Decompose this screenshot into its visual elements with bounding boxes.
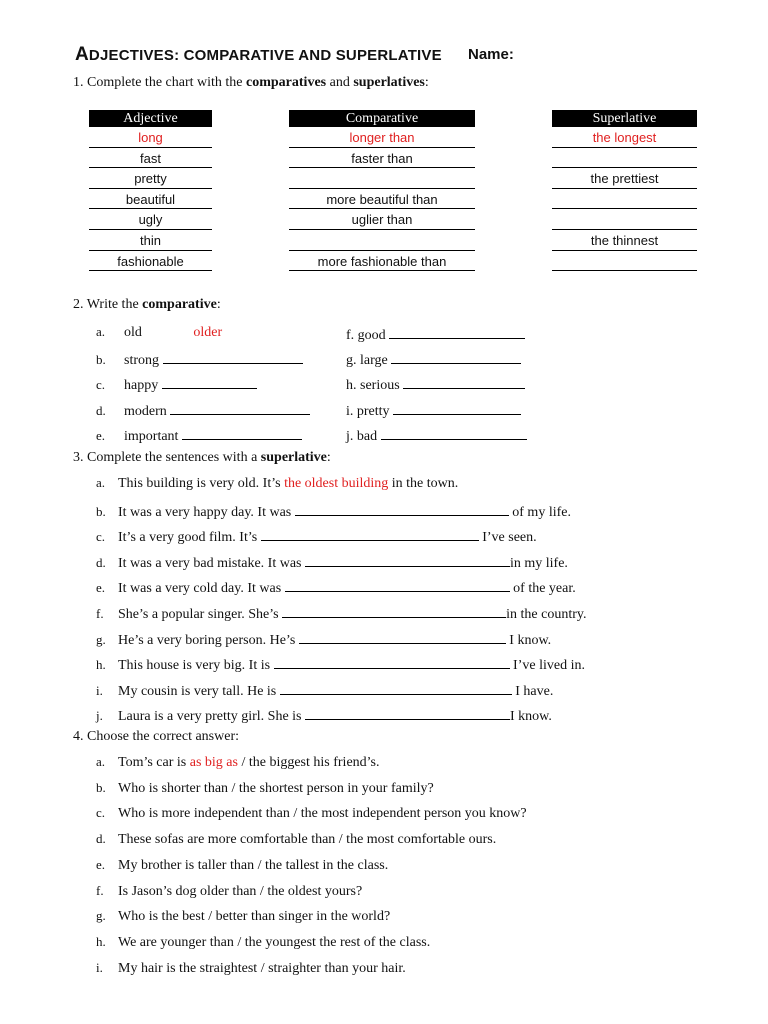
item-letter: d. — [96, 554, 106, 570]
comparative-cell[interactable] — [289, 230, 475, 251]
q3-heading — [73, 450, 331, 466]
sentence-end: in the town. — [388, 476, 459, 491]
title-rest: DJECTIVES: COMPARATIVE AND SUPERLATIVE — [88, 47, 442, 64]
item-letter: d. — [96, 831, 106, 847]
item-letter: f. — [96, 882, 104, 898]
q3-item — [96, 629, 551, 649]
sentence-start: My hair is the straightest / straighter than your hair. — [118, 960, 406, 976]
item-letter: d. — [96, 403, 106, 418]
item-letter: i. — [96, 682, 103, 698]
q2-item — [346, 400, 521, 420]
q3-bold: superlative — [260, 450, 327, 465]
q4-item — [96, 908, 390, 925]
answer-blank[interactable] — [299, 629, 506, 644]
answer-blank[interactable] — [162, 374, 257, 389]
q4-item — [96, 934, 430, 951]
superlative-cell[interactable] — [552, 251, 697, 272]
q3-prefix: 3. Complete the sentences with a — [73, 450, 261, 465]
q1-bold2: superlatives — [353, 75, 425, 90]
sentence-start: My cousin is very tall. He is — [118, 683, 280, 699]
item-letter: e. — [96, 428, 106, 443]
answer-text: as big as — [189, 755, 238, 770]
sentence-start: My brother is taller than / the tallest in the class. — [118, 857, 389, 873]
adjective-cell: beautiful — [89, 189, 212, 210]
q4-item — [96, 857, 388, 874]
q1-mid: and — [326, 75, 354, 90]
item-letter: b. — [96, 352, 106, 367]
sentence-start: We are younger than / the youngest the rest of the class. — [118, 934, 431, 950]
q4-item — [96, 831, 496, 848]
item-letter: a. — [96, 475, 106, 490]
adjective-cell: long — [89, 127, 212, 148]
sentence-end: in the country. — [506, 607, 587, 622]
sentence-start: This building is very old. It’s — [118, 476, 285, 491]
sentence-start: She’s a popular singer. She’s — [118, 607, 283, 622]
answer-blank[interactable] — [295, 501, 509, 516]
comparative-cell: longer than — [289, 127, 475, 148]
item-letter: f. — [96, 606, 104, 621]
item-letter: h. — [96, 933, 106, 949]
sentence-start: This house is very big. It is — [118, 658, 274, 674]
answer-blank[interactable] — [261, 526, 479, 541]
item-letter: e. — [96, 856, 106, 872]
item-word: serious — [360, 378, 400, 393]
item-word: strong — [124, 353, 159, 368]
superlative-cell: the prettiest — [552, 168, 697, 189]
sentence-end: I’ve seen. — [478, 530, 537, 546]
answer-text: the oldest building — [284, 476, 389, 491]
q2-item — [96, 400, 310, 420]
q2-item — [346, 425, 527, 445]
answer-blank[interactable] — [305, 552, 510, 567]
q2-item — [96, 324, 222, 341]
sentence-start: He’s a very boring person. He’s — [118, 632, 299, 648]
q4-item — [96, 805, 527, 822]
answer-blank[interactable] — [182, 425, 302, 440]
superlative-cell[interactable] — [552, 148, 697, 169]
item-word: old — [124, 325, 142, 340]
sentence-start: It was a very bad mistake. It was — [118, 555, 305, 571]
answer-blank[interactable] — [280, 680, 512, 695]
title-initial: A — [75, 44, 89, 65]
sentence-start: Who is the best / better than singer in the world? — [118, 909, 391, 925]
item-letter: h. — [346, 378, 357, 393]
item-letter: e. — [96, 580, 106, 596]
q4-heading: 4. Choose the correct answer: — [73, 729, 239, 744]
sentence-start: Who is more independent than / the most independent person you know? — [118, 806, 527, 822]
item-word: modern — [124, 404, 167, 419]
sentence-start: It was a very happy day. It was — [118, 504, 295, 520]
sentence-start: It’s a very good film. It’s — [118, 530, 261, 546]
q3-item — [96, 603, 586, 623]
sentence-start: Who is shorter than / the shortest person in your family? — [118, 780, 434, 796]
sentence-start: Laura is a very pretty girl. She is — [118, 709, 306, 725]
answer-blank[interactable] — [170, 400, 310, 415]
item-letter: i. — [346, 404, 354, 419]
superlative-cell[interactable] — [552, 209, 697, 230]
answer-blank[interactable] — [403, 374, 525, 389]
q2-bold: comparative — [142, 297, 217, 312]
superlative-header: Superlative — [552, 110, 697, 127]
adjective-header: Adjective — [89, 110, 212, 127]
q2-item — [96, 374, 257, 394]
item-letter: c. — [96, 377, 106, 392]
superlative-cell: the longest — [552, 127, 697, 148]
item-letter: a. — [96, 324, 106, 339]
sentence-end: of the year. — [509, 581, 576, 597]
adjective-cell: fashionable — [89, 251, 212, 272]
sentence-end: I know. — [505, 632, 552, 648]
q3-item — [96, 475, 458, 492]
q2-heading — [73, 297, 221, 313]
answer-blank[interactable] — [393, 400, 521, 415]
item-letter: j. — [96, 708, 103, 724]
sentence-end: of my life. — [508, 504, 571, 520]
q3-suffix: : — [326, 450, 331, 465]
answer-blank[interactable] — [305, 705, 510, 720]
answer-blank[interactable] — [163, 349, 303, 364]
item-letter: g. — [96, 631, 106, 647]
item-letter: b. — [96, 503, 106, 519]
comparative-cell: faster than — [289, 148, 475, 169]
q3-item — [96, 501, 571, 521]
answer-blank[interactable] — [285, 577, 510, 592]
item-letter: h. — [96, 657, 106, 673]
comparative-cell: more beautiful than — [289, 189, 475, 210]
q2-item — [346, 349, 521, 369]
q4-item — [96, 960, 406, 977]
sentence-start: Tom’s car is — [118, 755, 190, 770]
item-word: large — [360, 353, 388, 368]
item-word: bad — [356, 429, 378, 444]
adjective-cell: pretty — [89, 168, 212, 189]
comparative-header: Comparative — [289, 110, 475, 127]
sentence-end: I have. — [511, 683, 554, 699]
q2-suffix: : — [216, 297, 221, 312]
q4-item — [96, 883, 362, 900]
q3-item — [96, 654, 585, 674]
adjective-cell: thin — [89, 230, 212, 251]
q1-bold1: comparatives — [246, 75, 327, 90]
superlative-cell[interactable] — [552, 189, 697, 210]
comparative-cell[interactable] — [289, 168, 475, 189]
item-letter: i. — [96, 959, 103, 975]
sentence-start: These sofas are more comfortable than / the most comfortable ours. — [118, 832, 497, 848]
q4-item — [96, 780, 434, 797]
item-letter: j. — [346, 429, 354, 444]
item-word: important — [124, 429, 179, 444]
superlative-column — [552, 110, 697, 271]
superlative-cell: the thinnest — [552, 230, 697, 251]
item-letter: b. — [96, 779, 106, 795]
q3-item — [96, 552, 568, 572]
q2-item — [96, 349, 303, 369]
comparative-cell: more fashionable than — [289, 251, 475, 272]
item-letter: f. — [346, 328, 355, 343]
q2-prefix: 2. Write the — [73, 297, 143, 312]
q1-suffix: : — [424, 75, 429, 90]
answer-text: older — [193, 325, 223, 340]
q1-prefix: 1. Complete the chart with the — [73, 75, 247, 90]
q3-item — [96, 705, 552, 725]
adjective-column — [89, 110, 212, 271]
sentence-end: I’ve lived in. — [509, 658, 585, 674]
sentence-start: It was a very cold day. It was — [118, 581, 285, 597]
sentence-end: / the biggest his friend’s. — [237, 755, 380, 770]
q2-item — [96, 425, 302, 445]
item-word: good — [357, 328, 386, 343]
q1-heading — [73, 75, 429, 91]
item-letter: a. — [96, 754, 106, 769]
q3-item — [96, 680, 553, 700]
adjective-cell: fast — [89, 148, 212, 169]
name-label: Name: — [468, 46, 514, 63]
answer-blank[interactable] — [391, 349, 521, 364]
sentence-start: Is Jason’s dog older than / the oldest yours? — [118, 883, 363, 899]
sentence-end: I know. — [510, 709, 552, 725]
q4-item — [96, 754, 380, 771]
item-word: pretty — [356, 404, 390, 419]
item-letter: c. — [96, 529, 106, 545]
item-word: happy — [124, 378, 159, 393]
answer-blank[interactable] — [282, 603, 506, 618]
answer-blank[interactable] — [274, 654, 510, 669]
sentence-end: in my life. — [510, 555, 568, 571]
q2-item — [346, 374, 525, 394]
item-letter: g. — [96, 908, 106, 924]
q2-item — [346, 324, 525, 344]
item-letter: g. — [346, 353, 357, 368]
q3-item — [96, 526, 537, 546]
comparative-cell: uglier than — [289, 209, 475, 230]
worksheet-title — [75, 44, 442, 66]
answer-blank[interactable] — [381, 425, 527, 440]
q3-item — [96, 577, 576, 597]
adjective-cell: ugly — [89, 209, 212, 230]
comparative-column — [289, 110, 475, 271]
answer-blank[interactable] — [389, 324, 525, 339]
item-letter: c. — [96, 805, 106, 821]
